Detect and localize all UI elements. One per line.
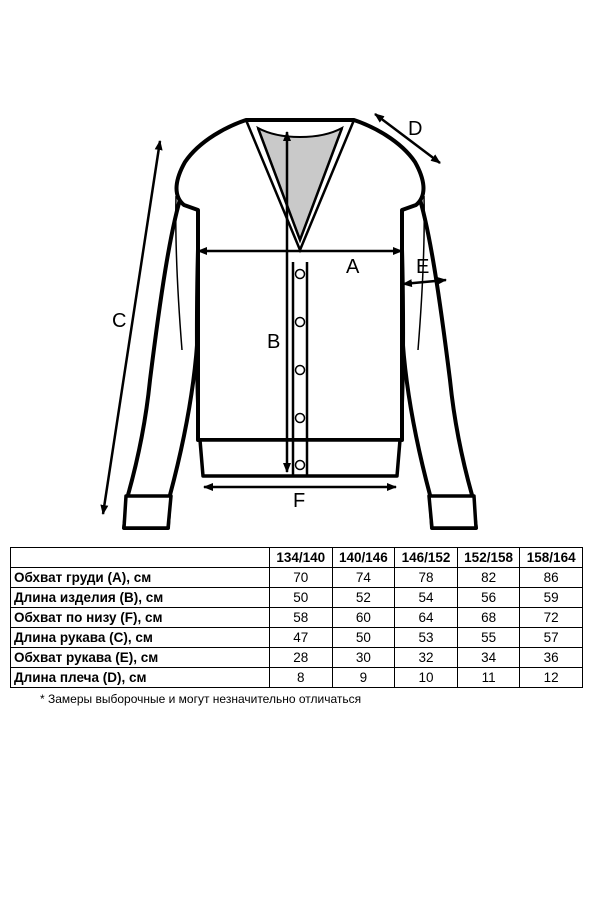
table-cell: 36	[520, 648, 583, 668]
table-cell: 74	[332, 568, 395, 588]
right-cuff	[429, 496, 476, 528]
table-cell: 54	[395, 588, 458, 608]
label-e: E	[416, 256, 430, 278]
table-cell: 8	[270, 668, 333, 688]
label-b: B	[267, 331, 281, 353]
table-cell: 68	[457, 608, 520, 628]
table-cell: 59	[520, 588, 583, 608]
table-cell: 11	[457, 668, 520, 688]
button	[296, 366, 305, 375]
row-label: Длина изделия (B), см	[11, 588, 270, 608]
table-cell: 47	[270, 628, 333, 648]
table-cell: 28	[270, 648, 333, 668]
table-row	[11, 628, 583, 648]
table-cell: 86	[520, 568, 583, 588]
row-label: Длина рукава (C), см	[11, 628, 270, 648]
row-label: Обхват по низу (F), см	[11, 608, 270, 628]
table-cell: 70	[270, 568, 333, 588]
table-row	[11, 648, 583, 668]
table-cell: 9	[332, 668, 395, 688]
label-d: D	[408, 118, 423, 140]
table-row	[11, 608, 583, 628]
label-a: A	[346, 256, 360, 278]
left-sleeve	[124, 193, 198, 528]
button	[296, 318, 305, 327]
header-corner	[11, 548, 270, 568]
size-header: 158/164	[520, 548, 583, 568]
footnote: * Замеры выборочные и могут незначительно отличаться	[40, 692, 362, 706]
table-cell: 78	[395, 568, 458, 588]
row-label: Длина плеча (D), см	[11, 668, 270, 688]
table-cell: 57	[520, 628, 583, 648]
button	[296, 270, 305, 279]
table-cell: 55	[457, 628, 520, 648]
table-cell: 64	[395, 608, 458, 628]
table-cell: 52	[332, 588, 395, 608]
table-cell: 50	[270, 588, 333, 608]
table-cell: 72	[520, 608, 583, 628]
table-cell: 53	[395, 628, 458, 648]
table-cell: 60	[332, 608, 395, 628]
right-sleeve	[402, 193, 476, 528]
table-cell: 10	[395, 668, 458, 688]
row-label: Обхват груди (A), см	[11, 568, 270, 588]
table-row	[11, 668, 583, 688]
left-cuff	[124, 496, 171, 528]
table-cell: 34	[457, 648, 520, 668]
hem-band	[200, 440, 400, 476]
table-row	[11, 588, 583, 608]
row-label: Обхват рукава (E), см	[11, 648, 270, 668]
table-cell: 56	[457, 588, 520, 608]
table-cell: 50	[332, 628, 395, 648]
table-cell: 58	[270, 608, 333, 628]
label-f: F	[293, 490, 306, 512]
table-cell: 30	[332, 648, 395, 668]
table-cell: 12	[520, 668, 583, 688]
table-cell: 32	[395, 648, 458, 668]
size-header-row	[11, 548, 583, 568]
size-header: 140/146	[332, 548, 395, 568]
size-table	[10, 547, 583, 688]
size-header: 146/152	[395, 548, 458, 568]
size-header: 134/140	[270, 548, 333, 568]
table-row	[11, 568, 583, 588]
size-header: 152/158	[457, 548, 520, 568]
button	[296, 461, 305, 470]
button	[296, 414, 305, 423]
label-c: C	[112, 310, 127, 332]
table-cell: 82	[457, 568, 520, 588]
